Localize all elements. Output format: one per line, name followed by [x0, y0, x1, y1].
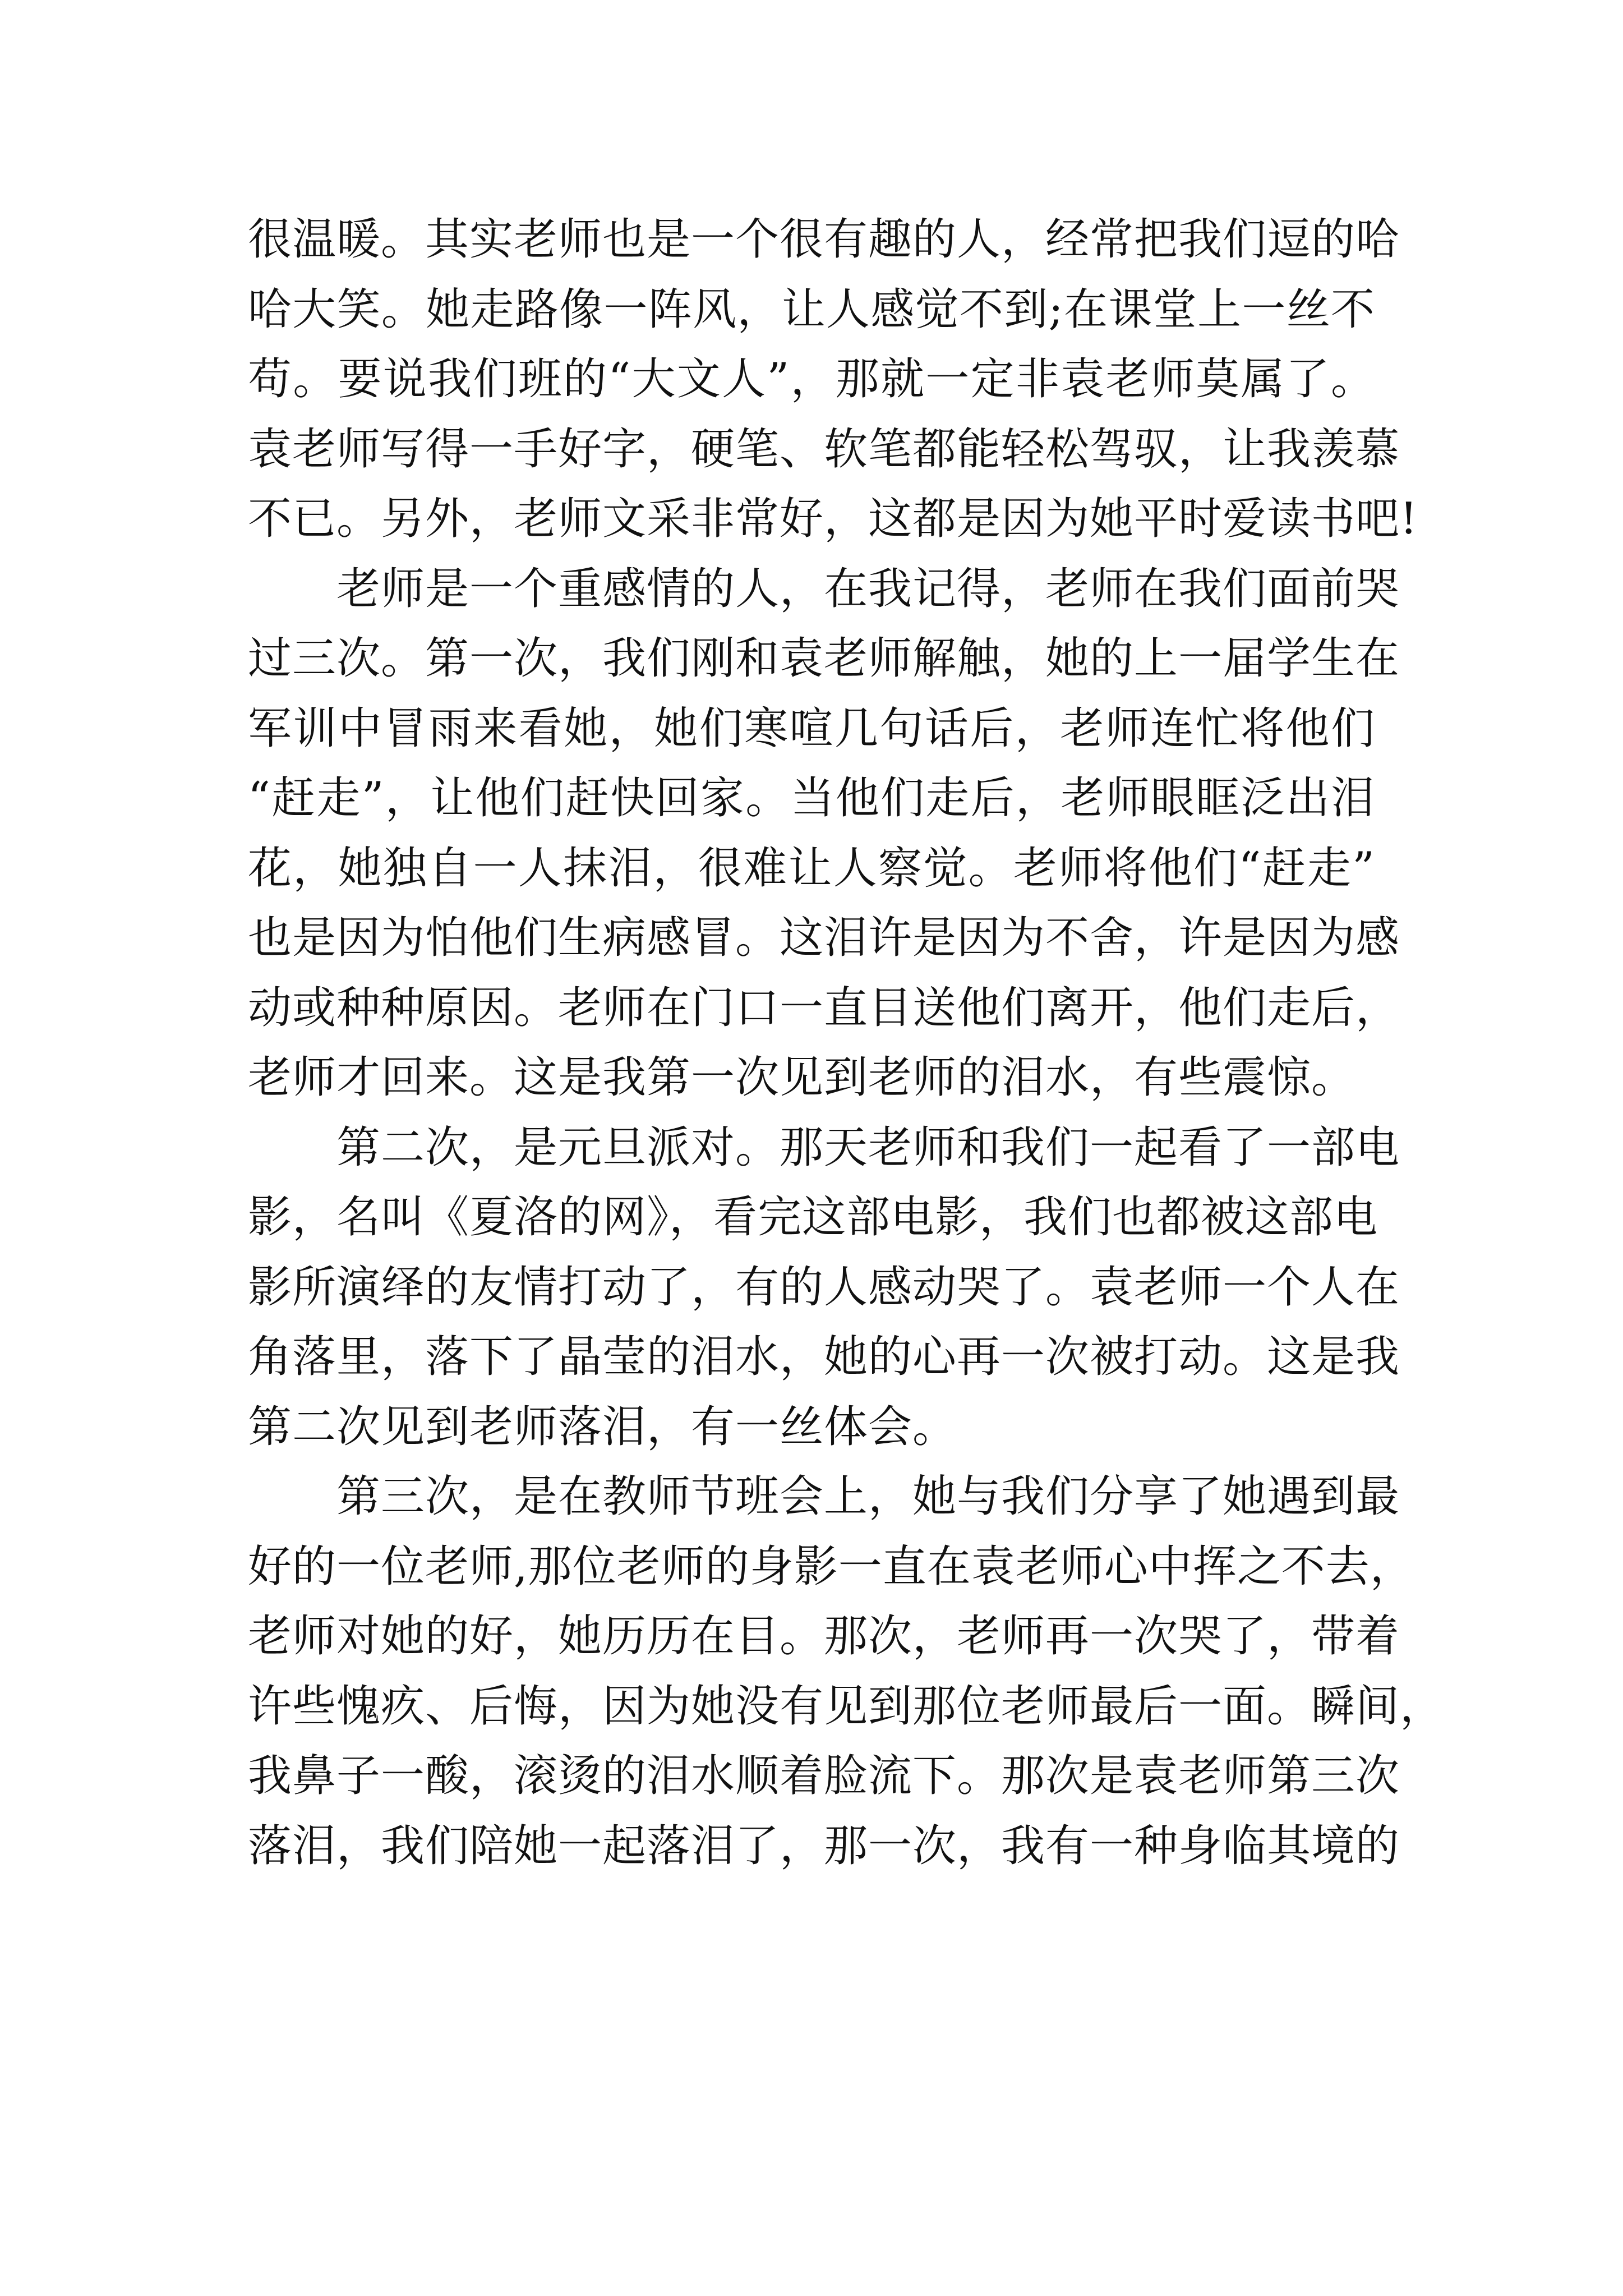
paragraph-first-line: 老师是一个重感情的人，在我记得，老师在我们面前哭 [336, 563, 1400, 614]
text-line: 过三次。第一次，我们刚和袁老师解触，她的上一届学生在 [248, 633, 1400, 684]
paragraph-first-line: 第二次，是元旦派对。那天老师和我们一起看了一部电 [336, 1122, 1400, 1173]
text-line: 很温暖。其实老师也是一个很有趣的人，经常把我们逗的哈 [248, 214, 1400, 265]
text-line: 苟。要说我们班的“大文人”，那就一定非袁老师莫属了。 [248, 354, 1375, 404]
text-line: 我鼻子一酸，滚烫的泪水顺着脸流下。那次是袁老师第三次 [248, 1751, 1400, 1801]
text-line: 花，她独自一人抹泪，很难让人察觉。老师将他们“赶走” [248, 843, 1375, 894]
text-line: 落泪，我们陪她一起落泪了，那一次，我有一种身临其境的 [248, 1820, 1400, 1871]
body-text [248, 205, 1445, 1881]
text-line: 老师对她的好，她历历在目。那次，老师再一次哭了，带着 [248, 1611, 1400, 1662]
text-line: “赶走”，让他们赶快回家。当他们走后，老师眼眶泛出泪 [248, 773, 1375, 823]
text-line: 不已。另外，老师文采非常好，这都是因为她平时爱读书吧! [248, 494, 1418, 544]
text-line: 也是因为怕他们生病感冒。这泪许是因为不舍，许是因为感 [248, 913, 1400, 963]
text-line: 老师才回来。这是我第一次见到老师的泪水，有些震惊。 [248, 1052, 1356, 1103]
text-line: 好的一位老师,那位老师的身影一直在袁老师心中挥之不去， [248, 1541, 1414, 1592]
paragraph-first-line: 第三次，是在教师节班会上，她与我们分享了她遇到最 [336, 1471, 1400, 1522]
text-line: 动或种种原因。老师在门口一直目送他们离开，他们走后， [248, 982, 1400, 1033]
text-line: 第二次见到老师落泪，有一丝体会。 [248, 1401, 957, 1452]
text-line: 哈大笑。她走路像一阵风，让人感觉不到;在课堂上一丝不 [248, 284, 1375, 335]
text-line: 影所演绎的友情打动了，有的人感动哭了。袁老师一个人在 [248, 1262, 1400, 1313]
text-line: 军训中冒雨来看她，她们寒喧几句话后，老师连忙将他们 [248, 703, 1375, 754]
text-line: 角落里，落下了晶莹的泪水，她的心再一次被打动。这是我 [248, 1332, 1400, 1382]
text-line: 袁老师写得一手好字，硬笔、软笔都能轻松驾驭，让我羡慕 [248, 424, 1400, 475]
text-line: 许些愧疚、后悔，因为她没有见到那位老师最后一面。瞬间， [248, 1681, 1445, 1732]
text-line: 影，名叫《夏洛的网》，看完这部电影，我们也都被这部电 [248, 1192, 1378, 1243]
